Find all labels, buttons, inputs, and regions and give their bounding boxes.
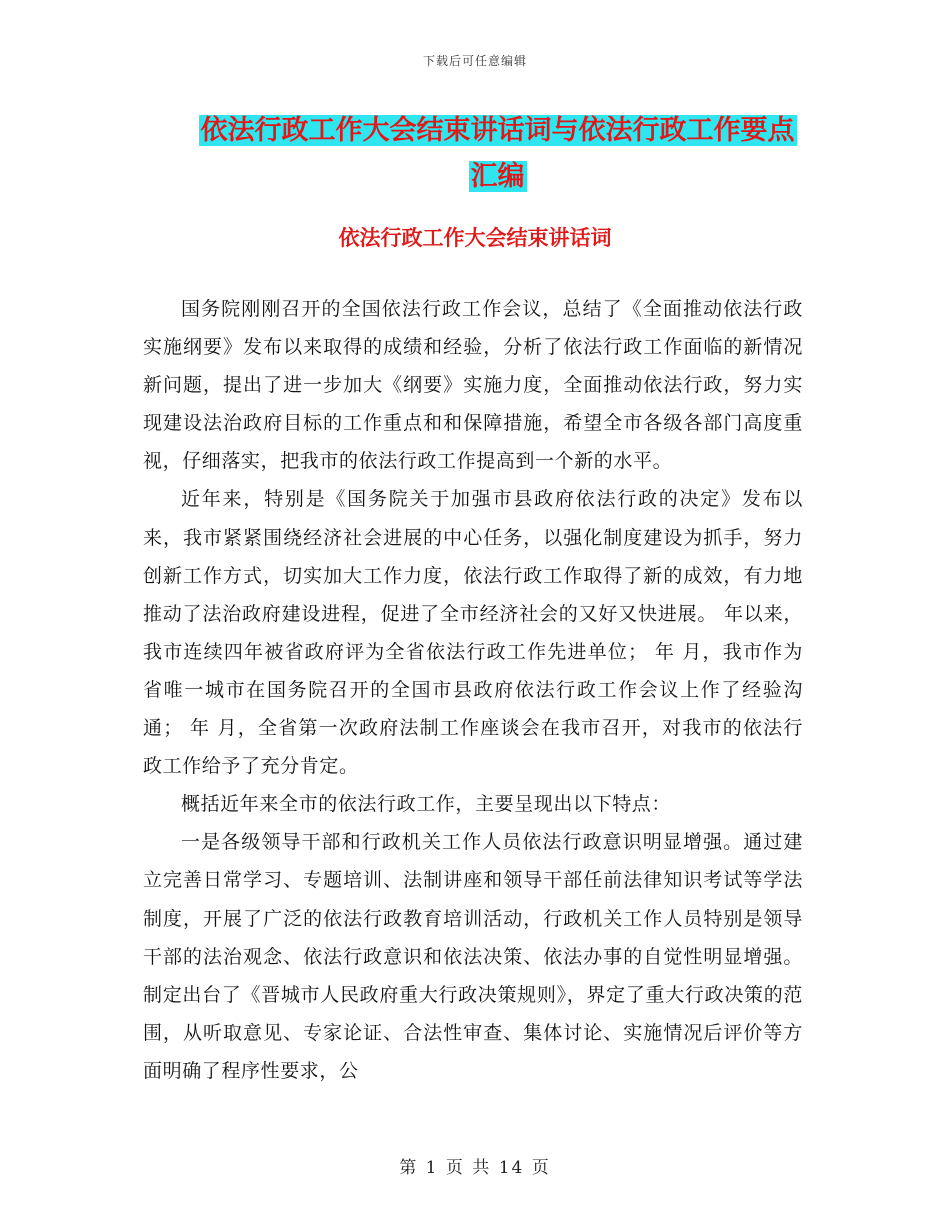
page-footer: 第 1 页 共 14 页 — [399, 1158, 551, 1178]
section-title: 依法行政工作大会结束讲话词 — [338, 226, 612, 250]
paragraph-3: 概括近年来全市的依法行政工作，主要呈现出以下特点： — [181, 793, 672, 816]
header-note: 下载后可任意编辑 — [422, 54, 527, 68]
document-title — [190, 108, 805, 200]
document-title-text: 依法行政工作大会结束讲话词与依法行政工作要点汇编 — [200, 115, 795, 192]
body-text — [143, 290, 803, 1090]
paragraph-4: 一是各级领导干部和行政机关工作人员依法行政意识明显增强。通过建立完善日常学习、专题培训、法制讲座和领导干部任前法律知识考试等学法制度，开展了广泛的依法行政教育培训活动，行政机关工作人员特别是领导干部的法治观念、依法行政意识和依法决策、依法办事的自觉性明显增强。制定出台了《晋城市人民政府重大行政决策规则》，界定了重大行政决策的范围，从听取意见、专家论证、合法性审查、集体讨论、实施情况后评价等方面明确了程序性要求，公 — [143, 831, 803, 1082]
paragraph-2: 近年来，特别是《国务院关于加强市县政府依法行政的决定》发布以来，我市紧紧围绕经济社会进展的中心任务，以强化制度建设为抓手，努力创新工作方式，切实加大工作力度，依法行政工作取得了新的成效，有力地推动了法治政府建设进程，促进了全市经济社会的又好又快进展。 年以来，我市连续四年被省政府评为全省依法行政工作先进单位； 年 月，我市作为 省唯一城市在国务院召开的全国市县政府依法行政工作会议上作了经验沟通； 年 月，全省第一次政府法制工作座谈会在我市召开，对我市的依法行政工作给予了充分肯定。 — [143, 488, 803, 778]
paragraph-1: 国务院刚刚召开的全国依法行政工作会议，总结了《全面推动依法行政实施纲要》发布以来取得的成绩和经验，分析了依法行政工作面临的新情况新问题，提出了进一步加大《纲要》实施力度，全面推动依法行政，努力实现建设法治政府目标的工作重点和和保障措施，希望全市各级各部门高度重视，仔细落实，把我市的依法行政工作提高到一个新的水平。 — [143, 298, 803, 473]
